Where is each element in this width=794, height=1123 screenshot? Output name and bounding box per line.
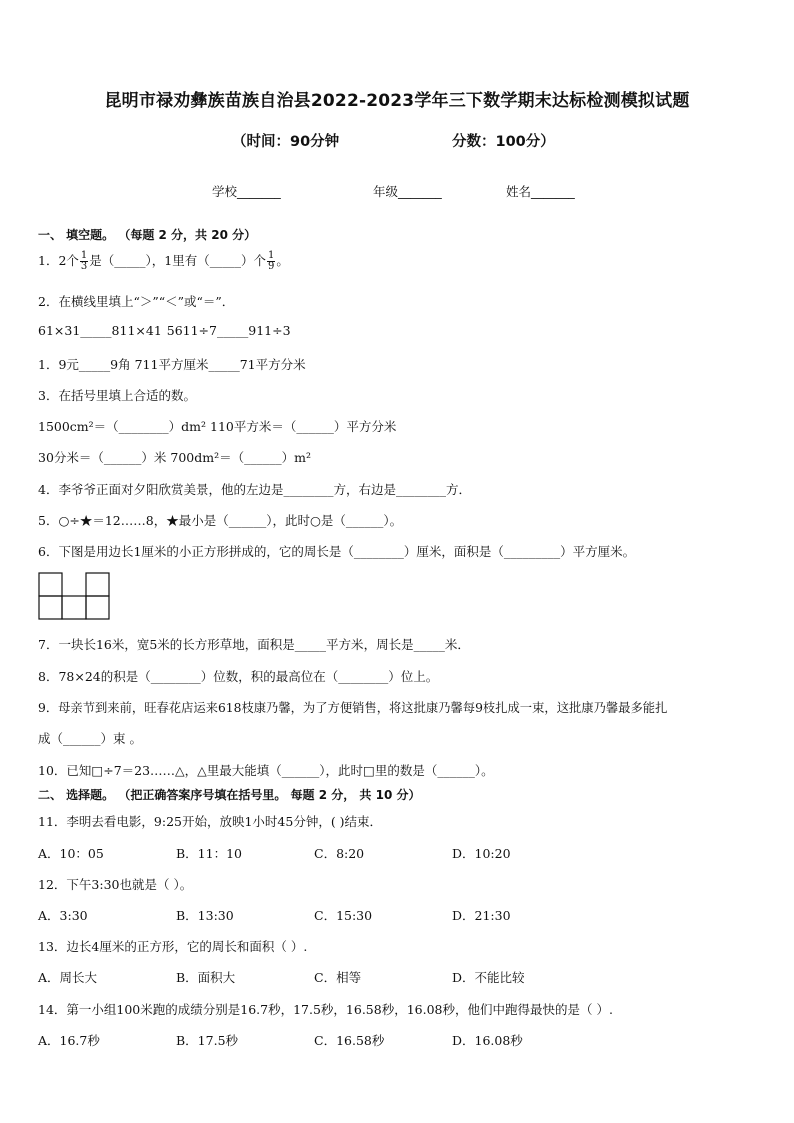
grade-field: 年级_______ (373, 184, 442, 199)
q14-option-d: D．16.08秒 (452, 1033, 523, 1048)
q13-option-d: D．不能比较 (452, 970, 525, 985)
section-heading-fill-in: 一、 填空题。 （每题 2 分，共 20 分） (38, 228, 257, 242)
grid-square (86, 573, 109, 596)
question-5: 5．○÷★＝12……8，★最小是（______），此时○是（______）。 (38, 513, 403, 528)
q1-part-a: 1．2个 (38, 253, 79, 268)
question-9-line-2: 成（______）束 。 (38, 731, 142, 746)
grid-square (86, 596, 109, 619)
grid-square (39, 596, 62, 619)
question-11: 11．李明去看电影，9:25开始，放映1小时45分钟，( )结束． (38, 814, 383, 829)
question-1 (38, 251, 289, 272)
frac-numerator: 1 (80, 250, 88, 261)
q14-option-c: C．16.58秒 (314, 1033, 385, 1048)
section-heading-choice: 二、 选择题。 （把正确答案序号填在括号里。 每题 2 分， 共 10 分） (38, 788, 421, 802)
question-3: 3．在括号里填上合适的数。 (38, 388, 196, 403)
frac-numerator: 1 (268, 250, 275, 261)
q13-option-b: B．面积大 (176, 970, 236, 985)
q12-option-d: D．21:30 (452, 908, 511, 923)
question-7: 7．一块长16米，宽5米的长方形草地，面积是_____平方米，周长是_____米． (38, 637, 470, 652)
question-9-line-1: 9．母亲节到来前，旺春花店运来618枝康乃馨，为了方便销售，将这批康乃馨每9枝扎成一束，这批康乃馨最多能扎 (38, 701, 668, 715)
q12-option-a: A．3:30 (38, 908, 88, 923)
q1-part-c: 。 (276, 253, 289, 268)
q11-option-a: A．10：05 (38, 846, 104, 861)
question-10: 10．已知□÷7＝23……△，△里最大能填（______），此时□里的数是（______）。 (38, 763, 494, 778)
question-8: 8．78×24的积是（________）位数，积的最高位在（________）位上。 (38, 669, 439, 684)
q12-option-b: B．13:30 (176, 908, 234, 923)
question-14: 14．第一小组100米跑的成绩分别是16.7秒，17.5秒，16.58秒，16.08秒，他们中跑得最快的是（ ）. (38, 1002, 613, 1017)
question-3-row-1: 1500cm²＝（________）dm² 110平方米＝（______）平方分米 (38, 419, 397, 434)
q14-option-a: A．16.7秒 (38, 1033, 100, 1048)
q13-option-a: A．周长大 (38, 970, 98, 985)
question-2-row-1: 61×31_____811×41 5611÷7_____911÷3 (38, 323, 291, 338)
fraction-one-ninth (267, 251, 275, 272)
question-12: 12．下午3:30也就是（ ）。 (38, 877, 193, 892)
question-4: 4．李爷爷正面对夕阳欣赏美景，他的左边是________方，右边是________方． (38, 482, 471, 497)
square-grid-figure (38, 572, 112, 622)
fraction-one-third (80, 251, 88, 272)
grid-square (39, 573, 62, 596)
question-6: 6．下图是用边长1厘米的小正方形拼成的，它的周长是（________）厘米，面积是（_________）平方厘米。 (38, 544, 636, 559)
q11-option-c: C．8:20 (314, 846, 365, 861)
school-field: 学校_______ (212, 184, 281, 199)
question-2-row-2: 1．9元_____9角 711平方厘米_____71平方分米 (38, 357, 306, 372)
question-3-row-2: 30分米＝（______）米 700dm²＝（______）m² (38, 450, 311, 465)
q1-part-b: 是（_____），1里有（_____）个 (89, 253, 266, 268)
exam-title: 昆明市禄劝彝族苗族自治县2022-2023学年三下数学期末达标检测模拟试题 (104, 91, 690, 111)
q14-option-b: B．17.5秒 (176, 1033, 239, 1048)
exam-time: （时间：90分钟 (232, 134, 340, 150)
frac-denominator: 3 (80, 261, 88, 272)
q11-option-d: D．10:20 (452, 846, 511, 861)
question-13: 13．边长4厘米的正方形，它的周长和面积（ ）. (38, 939, 308, 954)
name-field: 姓名_______ (506, 184, 575, 199)
q13-option-c: C．相等 (314, 970, 362, 985)
frac-denominator: 9 (268, 261, 275, 272)
exam-score: 分数：100分） (452, 134, 555, 150)
question-2: 2．在横线里填上“＞”“＜”或“＝”． (38, 294, 235, 309)
grid-square (62, 596, 86, 619)
q12-option-c: C．15:30 (314, 908, 373, 923)
q11-option-b: B．11：10 (176, 846, 242, 861)
